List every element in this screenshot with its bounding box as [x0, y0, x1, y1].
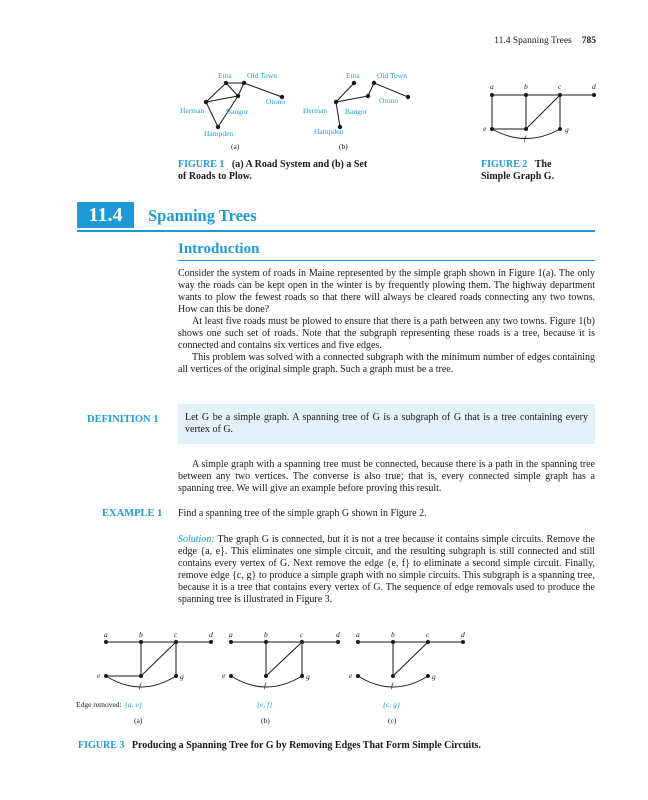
svg-text:f: f	[524, 134, 527, 143]
svg-text:b: b	[524, 82, 528, 91]
subsection-heading: Introduction	[178, 241, 260, 257]
caption-line: of Roads to Plow.	[178, 171, 252, 182]
svg-text:d: d	[336, 630, 340, 639]
solution-text	[178, 534, 595, 606]
subsection-rule	[178, 260, 595, 261]
plow-edge	[374, 83, 408, 97]
town-label: Orono	[266, 97, 286, 106]
svg-text:b: b	[264, 630, 268, 639]
subfigure-label: (b)	[339, 142, 348, 151]
running-header	[494, 36, 596, 46]
subfigure-label: (a)	[134, 716, 143, 725]
caption-line: (a) A Road System and (b) a Set	[231, 159, 368, 170]
vertex-old-town	[372, 81, 376, 85]
example-text: Find a spanning tree of the simple graph G shown in Figure 2.	[178, 508, 427, 519]
figure1-graphs	[160, 66, 420, 156]
svg-text:g: g	[432, 672, 436, 681]
svg-text:a: a	[229, 630, 233, 639]
town-label: Old Town	[377, 71, 407, 80]
removed-edge-c: {c, g}	[383, 700, 400, 709]
svg-text:c: c	[558, 82, 562, 91]
vertex-etna	[352, 81, 356, 85]
town-label: Herman	[303, 106, 328, 115]
svg-text:c: c	[426, 630, 430, 639]
svg-text:a: a	[490, 82, 494, 91]
vertex-orono	[406, 95, 410, 99]
section-number: 11.4	[77, 202, 134, 228]
svg-text:d: d	[592, 82, 596, 91]
figure1-caption	[178, 159, 378, 183]
svg-text:e: e	[349, 671, 353, 680]
example-label: EXAMPLE 1	[102, 508, 163, 519]
paragraph: This problem was solved with a connected subgraph with the minimum number of edges containing all vertices of the original simple graph. Such a graph must be a tree.	[178, 352, 595, 375]
svg-text:b: b	[391, 630, 395, 639]
svg-text:e: e	[97, 671, 101, 680]
edge-removed-label: Edge removed:	[76, 700, 122, 709]
svg-text:d: d	[461, 630, 465, 639]
definition-text: Let G be a simple graph. A spanning tree of G is a subgraph of G that is a tree containing every vertex of G.	[185, 412, 588, 435]
svg-text:c: c	[174, 630, 178, 639]
town-label: Orono	[379, 96, 399, 105]
subfigure-label: (b)	[261, 716, 270, 725]
subfigure-label: (a)	[231, 142, 240, 151]
svg-text:c: c	[300, 630, 304, 639]
paragraph: Consider the system of roads in Maine represented by the simple graph shown in Figure 1(a). The only way the roads can be kept open in the winter is by frequently plowing them. The highway department wants to plow the fewest roads so that there will always be cleared roads connecting any two towns. How can this be done?	[178, 268, 595, 315]
caption-label: FIGURE 3	[78, 740, 125, 751]
svg-text:a: a	[104, 630, 108, 639]
svg-text:g: g	[306, 672, 310, 681]
intro-text	[178, 268, 595, 376]
figure3-caption	[78, 740, 598, 752]
svg-text:g: g	[565, 125, 569, 134]
definition-label: DEFINITION 1	[87, 414, 159, 425]
svg-text:a: a	[356, 630, 360, 639]
town-label: Etna	[346, 71, 360, 80]
removed-edge-a: {a, e}	[125, 700, 142, 709]
caption-text: Producing a Spanning Tree for G by Removing Edges That Form Simple Circuits.	[131, 740, 481, 751]
road-edge	[244, 83, 282, 97]
figure3-graphs	[76, 628, 486, 726]
connectivity-text	[178, 459, 595, 495]
solution-label: Solution:	[178, 534, 215, 545]
town-label: Etna	[218, 71, 232, 80]
town-label: Old Town	[247, 71, 277, 80]
paragraph: At least five roads must be plowed to ensure that there is a path between any two towns. Figure 1(b) shows one such set of roads. Note that the subgraph representing these roads is a tree, because it is connected and contains six vertices and five edges.	[178, 316, 595, 351]
svg-text:g: g	[180, 672, 184, 681]
vertex-old-town	[242, 81, 246, 85]
figure2-graph	[478, 80, 603, 148]
svg-text:b: b	[139, 630, 143, 639]
subfigure-label: (c)	[388, 716, 397, 725]
svg-text:e: e	[222, 671, 226, 680]
town-label: Hampden	[314, 127, 344, 136]
paragraph: A simple graph with a spanning tree must be connected, because there is a path in the spanning tree between any two vertices. The converse is also true; that is, every connected simple graph has a spanning tree. We will give an example before proving this result.	[178, 459, 595, 494]
header-section: 11.4 Spanning Trees	[494, 36, 572, 46]
caption-label: FIGURE 2	[481, 159, 528, 170]
town-label: Hampden	[204, 129, 234, 138]
vertex-herman	[334, 100, 338, 104]
svg-text:d: d	[209, 630, 213, 639]
removed-edge-b: {e, f}	[257, 700, 273, 709]
svg-text:f: f	[139, 681, 142, 690]
road-edge	[226, 83, 238, 96]
solution-body: The graph G is connected, but it is not a tree because it contains simple circuits. Remove the edge {a, e}. This eliminates one simple circuit, and the resulting subgraph is still connected and still contains every vertex of G. Next remove the edge {e, f} to eliminate a second simple circuit. Finally, remove edge {c, g} to produce a simple graph with no simple circuits. This subgraph is a spanning tree, because it is a tree that contains every vertex of G. The sequence of edge removals used to produce the spanning tree is illustrated in Figure 3.	[178, 534, 595, 605]
svg-text:f: f	[264, 681, 267, 690]
caption-line: The	[534, 159, 552, 170]
figure2-caption	[481, 159, 601, 183]
town-label: Herman	[180, 106, 205, 115]
caption-line: Simple Graph G.	[481, 171, 555, 182]
section-title: Spanning Trees	[148, 206, 257, 225]
road-edge	[206, 102, 218, 127]
svg-text:e: e	[483, 124, 487, 133]
vertex-herman	[204, 100, 208, 104]
town-label: Bangor	[345, 107, 368, 116]
plow-edge	[336, 102, 340, 127]
svg-text:f: f	[391, 681, 394, 690]
page-number: 785	[581, 36, 596, 46]
section-rule	[77, 230, 595, 232]
vertex-bangor	[236, 94, 240, 98]
vertex-bangor	[366, 94, 370, 98]
vertex-etna	[224, 81, 228, 85]
caption-label: FIGURE 1	[178, 159, 225, 170]
town-label: Bangor	[226, 107, 249, 116]
